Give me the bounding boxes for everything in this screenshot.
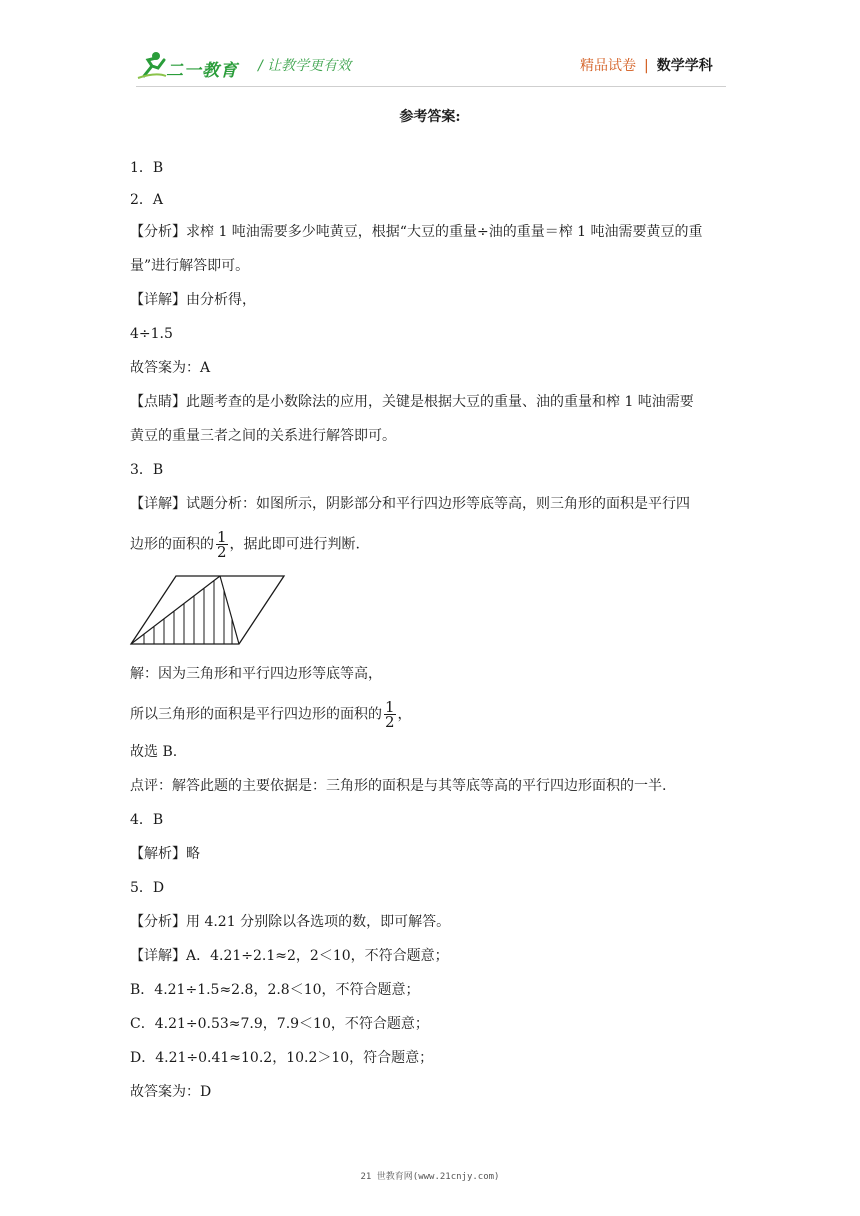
page-footer: 21 世教育网(www.21cnjy.com) <box>360 1172 500 1182</box>
header-separator: | <box>644 58 649 74</box>
answer-line: 解：因为三角形和平行四边形等底等高， <box>130 666 382 682</box>
header-slogan: / 让教学更有效 <box>258 58 352 74</box>
answer-text: ，据此即可进行判断. <box>229 536 360 553</box>
answer-line: 点评：解答此题的主要依据是：三角形的面积是与其等底等高的平行四边形面积的一半. <box>130 778 667 794</box>
answer-line: 【详解】A．4.21÷2.1≈2，2＜10，不符合题意； <box>130 948 449 964</box>
answer-text: 所以三角形的面积是平行四边形的面积的 <box>130 706 382 723</box>
fraction-numerator: 1 <box>385 698 395 716</box>
answer-line: 【分析】用 4.21 分别除以各选项的数，即可解答。 <box>130 914 451 930</box>
answer-line: 【详解】由分析得， <box>130 292 256 308</box>
answer-line: D．4.21÷0.41≈10.2，10.2＞10，符合题意； <box>130 1050 434 1066</box>
answer-line: B．4.21÷1.5≈2.8，2.8＜10，不符合题意； <box>130 982 420 998</box>
answer-line: 4．B <box>130 812 164 828</box>
fraction-one-half <box>216 530 228 559</box>
answer-line: 故答案为：D <box>130 1084 212 1100</box>
header-label-subject: 数学学科 <box>656 58 713 74</box>
answer-line: 2．A <box>130 192 164 208</box>
parallelogram-figure <box>128 572 288 648</box>
answer-line <box>130 700 412 729</box>
header-label-premium: 精品试卷 <box>580 58 636 74</box>
answer-text: 边形的面积的 <box>130 536 214 553</box>
logo-text: 二一教育 <box>166 61 238 81</box>
answer-line: 【点睛】此题考查的是小数除法的应用，关键是根据大豆的重量、油的重量和榨 1 吨油需要 <box>130 394 694 410</box>
answer-line: C．4.21÷0.53≈7.9，7.9＜10，不符合题意； <box>130 1016 429 1032</box>
page-header <box>0 0 860 90</box>
answer-line: 5．D <box>130 880 165 896</box>
answer-line: 4÷1.5 <box>130 326 173 342</box>
answer-line <box>130 530 360 559</box>
answer-line: 量”进行解答即可。 <box>130 258 250 274</box>
fraction-denominator: 2 <box>217 543 227 561</box>
fraction-denominator: 2 <box>385 713 395 731</box>
answer-line: 【分析】求榨 1 吨油需要多少吨黄豆，根据“大豆的重量÷油的重量＝榨 1 吨油需要黄豆的重 <box>130 224 703 240</box>
answer-line: 故选 B. <box>130 744 178 760</box>
page-title: 参考答案: <box>399 109 461 125</box>
answer-line: 【详解】试题分析：如图所示，阴影部分和平行四边形等底等高，则三角形的面积是平行四 <box>130 496 690 512</box>
answer-line: 1．B <box>130 160 164 176</box>
answer-line: 3．B <box>130 462 164 478</box>
fraction-numerator: 1 <box>217 528 227 546</box>
answer-line: 【解析】略 <box>130 846 200 862</box>
answer-text: ， <box>397 706 412 723</box>
answer-line: 黄豆的重量三者之间的关系进行解答即可。 <box>130 428 396 444</box>
answer-line: 故答案为：A <box>130 360 211 376</box>
header-divider <box>136 86 726 87</box>
fraction-one-half <box>384 700 396 729</box>
header-subject <box>580 55 713 75</box>
